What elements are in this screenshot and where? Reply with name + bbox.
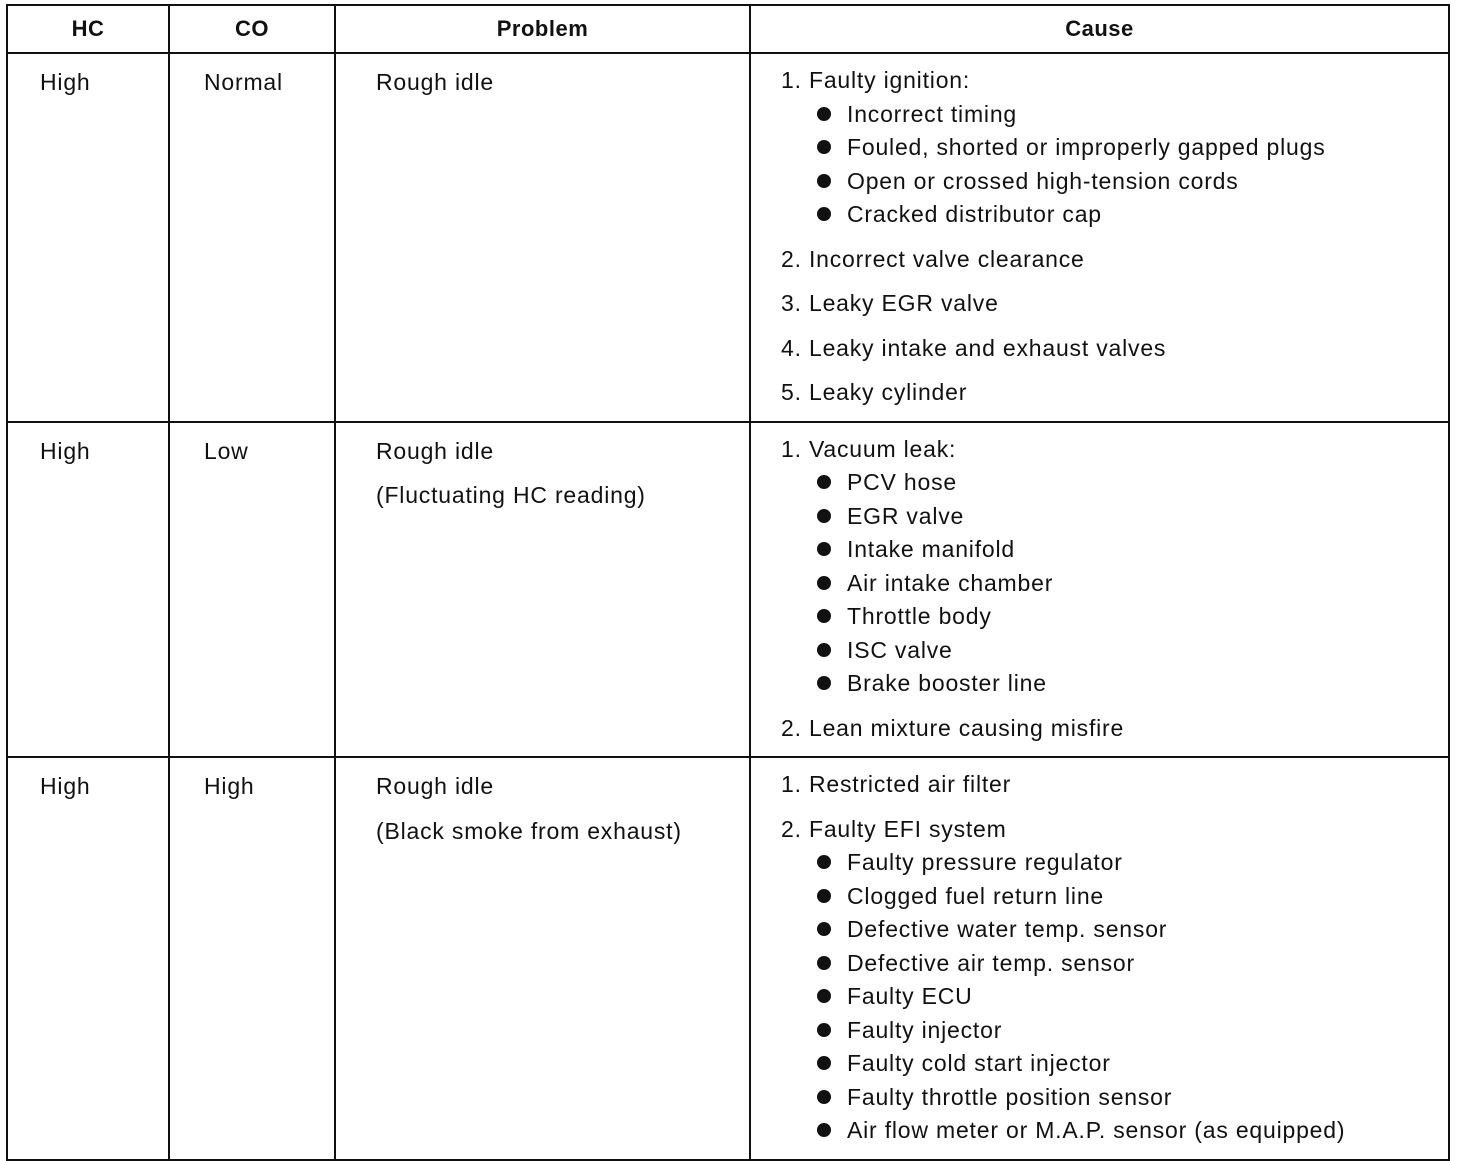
bullet-dot-icon — [817, 542, 831, 556]
bullet-dot-icon — [817, 1023, 831, 1037]
hc-cell: High — [7, 757, 169, 1160]
bullet-dot-icon — [817, 207, 831, 221]
cause-heading: 5. Leaky cylinder — [781, 379, 968, 405]
problem-line: Rough idle — [376, 773, 494, 799]
cause-heading: 2. Lean mixture causing misfire — [781, 714, 1125, 741]
cause-bullet-item — [817, 980, 1448, 1014]
cause-heading: 3. Leaky EGR valve — [781, 290, 999, 316]
cause-bullet-item — [817, 567, 1448, 601]
cause-heading: 1. Vacuum leak: — [781, 435, 957, 462]
bullet-dot-icon — [817, 1056, 831, 1070]
cause-bullet-item — [817, 913, 1448, 947]
header-hc: HC — [7, 5, 169, 53]
cause-bullet-item — [817, 1114, 1448, 1148]
bullet-dot-icon — [817, 609, 831, 623]
cause-bullet-item — [817, 846, 1448, 880]
co-cell: Normal — [169, 53, 335, 422]
bullet-text: Throttle body — [847, 603, 992, 629]
bullet-text: Air flow meter or M.A.P. sensor (as equipped) — [847, 1117, 1346, 1143]
bullet-dot-icon — [817, 1090, 831, 1104]
bullet-dot-icon — [817, 676, 831, 690]
problem-cell — [335, 757, 750, 1160]
problem-line: (Black smoke from exhaust) — [376, 817, 682, 844]
bullet-dot-icon — [817, 989, 831, 1003]
cause-heading: 2. Faulty EFI system — [781, 815, 1007, 842]
bullet-text: Faulty cold start injector — [847, 1050, 1111, 1076]
cause-bullet-item — [817, 533, 1448, 567]
cause-bullet-item — [817, 198, 1448, 232]
cause-item — [781, 768, 1448, 802]
header-problem: Problem — [335, 5, 750, 53]
bullet-dot-icon — [817, 576, 831, 590]
cause-bullet-item — [817, 880, 1448, 914]
cause-heading: 4. Leaky intake and exhaust valves — [781, 334, 1167, 361]
hc-cell: High — [7, 53, 169, 422]
bullet-text: Defective air temp. sensor — [847, 949, 1135, 976]
bullet-text: Faulty injector — [847, 1016, 1003, 1043]
bullet-text: Incorrect timing — [847, 100, 1018, 127]
bullet-text: Defective water temp. sensor — [847, 916, 1168, 942]
cause-bullet-list — [781, 98, 1448, 232]
table-row — [7, 757, 1449, 1160]
cause-cell — [750, 53, 1449, 422]
cause-bullet-item — [817, 500, 1448, 534]
cause-item — [781, 243, 1448, 277]
bullet-text: ISC valve — [847, 636, 953, 663]
bullet-text: Air intake chamber — [847, 569, 1054, 596]
cause-bullet-list — [781, 466, 1448, 701]
table-row — [7, 422, 1449, 758]
bullet-dot-icon — [817, 889, 831, 903]
problem-line: Rough idle — [376, 437, 494, 464]
bullet-text: Faulty ECU — [847, 983, 973, 1009]
problem-cell — [335, 422, 750, 758]
cause-bullet-item — [817, 131, 1448, 165]
cause-bullet-item — [817, 98, 1448, 132]
cause-item — [781, 332, 1448, 366]
bullet-dot-icon — [817, 855, 831, 869]
bullet-text: Cracked distributor cap — [847, 201, 1102, 227]
bullet-dot-icon — [817, 1123, 831, 1137]
cause-item — [781, 813, 1448, 1148]
bullet-text: Clogged fuel return line — [847, 882, 1105, 909]
bullet-dot-icon — [817, 107, 831, 121]
bullet-text: Open or crossed high-tension cords — [847, 167, 1239, 194]
bullet-text: Brake booster line — [847, 670, 1047, 696]
header-cause: Cause — [750, 5, 1449, 53]
bullet-text: Intake manifold — [847, 536, 1015, 562]
bullet-dot-icon — [817, 922, 831, 936]
cause-item — [781, 64, 1448, 232]
bullet-dot-icon — [817, 643, 831, 657]
cause-cell — [750, 422, 1449, 758]
co-cell: Low — [169, 422, 335, 758]
bullet-text: EGR valve — [847, 502, 965, 529]
cause-bullet-item — [817, 947, 1448, 981]
cause-cell — [750, 757, 1449, 1160]
cause-bullet-item — [817, 1014, 1448, 1048]
problem-line: Rough idle — [376, 69, 494, 95]
cause-heading: 1. Restricted air filter — [781, 771, 1012, 797]
problem-cell — [335, 53, 750, 422]
cause-bullet-item — [817, 165, 1448, 199]
cause-bullet-item — [817, 1081, 1448, 1115]
cause-heading: 1. Faulty ignition: — [781, 67, 971, 93]
bullet-text: Fouled, shorted or improperly gapped plugs — [847, 134, 1326, 160]
cause-bullet-item — [817, 1047, 1448, 1081]
header-row — [7, 5, 1449, 53]
cause-bullet-item — [817, 634, 1448, 668]
hc-cell: High — [7, 422, 169, 758]
cause-bullet-item — [817, 600, 1448, 634]
bullet-dot-icon — [817, 140, 831, 154]
cause-bullet-item — [817, 667, 1448, 701]
table-body — [7, 53, 1449, 1160]
cause-item — [781, 376, 1448, 410]
cause-item — [781, 712, 1448, 746]
bullet-dot-icon — [817, 174, 831, 188]
diagnosis-table — [6, 4, 1450, 1161]
bullet-dot-icon — [817, 509, 831, 523]
cause-item — [781, 287, 1448, 321]
bullet-text: PCV hose — [847, 469, 957, 495]
bullet-text: Faulty throttle position sensor — [847, 1083, 1173, 1110]
bullet-dot-icon — [817, 475, 831, 489]
cause-bullet-list — [781, 846, 1448, 1148]
header-co: CO — [169, 5, 335, 53]
problem-line: (Fluctuating HC reading) — [376, 482, 646, 508]
bullet-text: Faulty pressure regulator — [847, 849, 1123, 875]
cause-item — [781, 433, 1448, 701]
table-row — [7, 53, 1449, 422]
cause-heading: 2. Incorrect valve clearance — [781, 245, 1085, 272]
co-cell: High — [169, 757, 335, 1160]
cause-bullet-item — [817, 466, 1448, 500]
bullet-dot-icon — [817, 956, 831, 970]
